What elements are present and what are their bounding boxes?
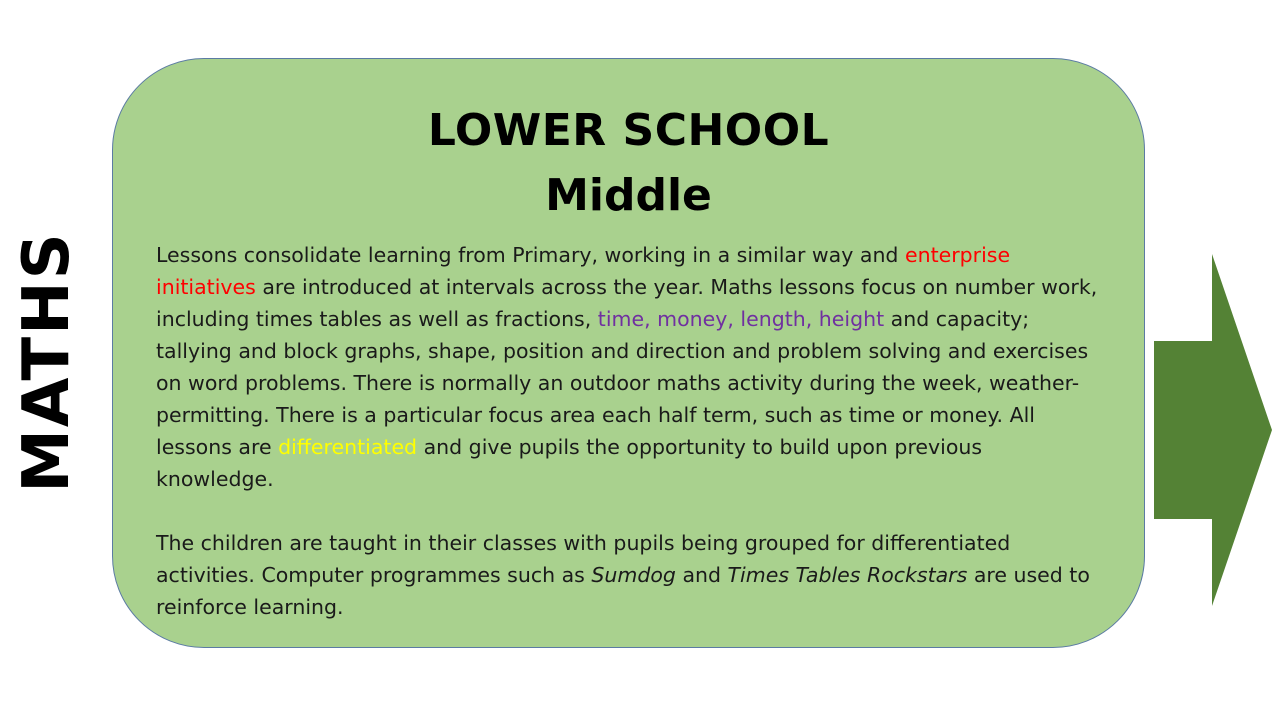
enterprise-initiatives-highlight: enterprise initiatives <box>156 243 1011 299</box>
card-subtitle: Middle <box>545 170 712 221</box>
subject-label: MATHS <box>10 231 84 493</box>
paragraph-1-text-1: Lessons consolidate learning from Primary, working in a similar way and <box>156 243 905 267</box>
paragraph-2 <box>156 527 1106 623</box>
differentiated-highlight: differentiated <box>278 435 418 459</box>
paragraph-1-text-4: and give pupils the opportunity to build upon previous knowledge. <box>156 435 983 491</box>
paragraph-2-text-2: and <box>675 563 728 587</box>
paragraph-2-text-1: The children are taught in their classes with pupils being grouped for differentiated activities. Computer programmes such as <box>156 531 1011 587</box>
measures-highlight: time, money, length, height <box>597 307 885 331</box>
paragraph-1-text-2: are introduced at intervals across the year. Maths lessons focus on number work, including times tables as well as fractions, <box>156 275 1098 331</box>
times-tables-rockstars-name: Times Tables Rockstars <box>727 563 968 587</box>
paragraph-1-text-3: and capacity; tallying and block graphs, shape, position and direction and problem solving and exercises on word problems. There is normally an outdoor maths activity during the week, weather-permitting. There is a particular focus area each half term, such as time or money. All lessons are <box>156 307 1089 459</box>
card-title: LOWER SCHOOL <box>427 105 830 156</box>
paragraph-1 <box>156 239 1106 495</box>
arrow-right-icon[interactable] <box>1154 254 1272 606</box>
paragraph-2-text-3: are used to reinforce learning. <box>156 563 1090 619</box>
arrow-right-shape <box>1154 254 1272 606</box>
content-card <box>112 58 1145 648</box>
sumdog-name: Sumdog <box>591 563 676 587</box>
card-body <box>156 239 1106 623</box>
